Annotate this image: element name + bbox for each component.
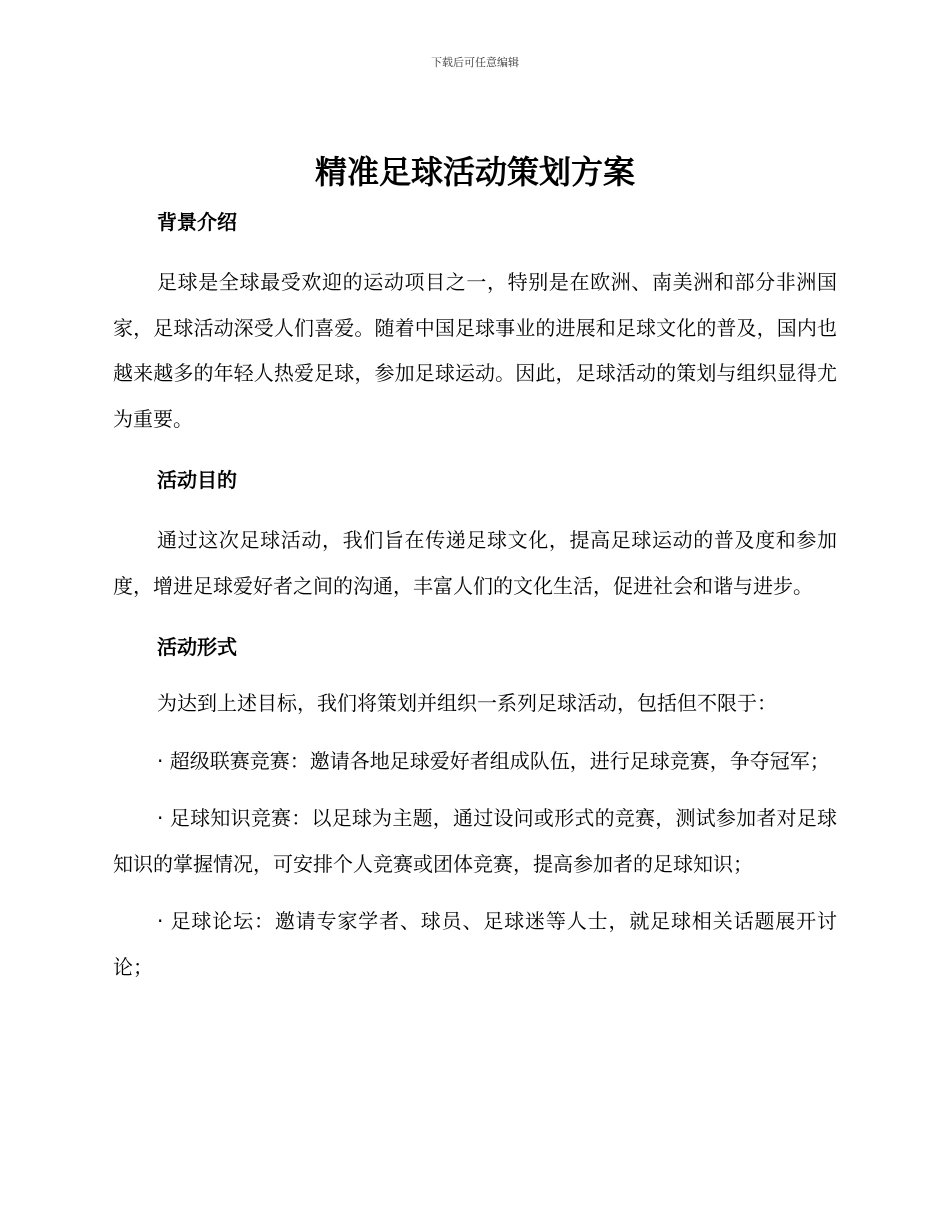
document-title: 精准足球活动策划方案 xyxy=(314,153,635,191)
section-heading-background: 背景介绍 xyxy=(157,210,237,234)
list-item-forum: · 足球论坛：邀请专家学者、球员、足球迷等人士，就足球相关话题展开讨论； xyxy=(113,909,837,979)
document-body xyxy=(113,200,837,990)
list-item-league: · 超级联赛竞赛：邀请各地足球爱好者组成队伍，进行足球竞赛，争夺冠军； xyxy=(157,748,830,773)
purpose-paragraph: 通过这次足球活动，我们旨在传递足球文化，提高足球运动的普及度和参加度，增进足球爱好者之间的沟通，丰富人们的文化生活，促进社会和谐与进步。 xyxy=(113,528,837,598)
header-note: 下载后可任意编辑 xyxy=(431,56,519,69)
section-heading-format: 活动形式 xyxy=(157,635,237,659)
list-item-quiz: · 足球知识竞赛：以足球为主题，通过设问或形式的竞赛，测试参加者对足球知识的掌握情况，可安排个人竞赛或团体竞赛，提高参加者的足球知识； xyxy=(113,806,837,876)
section-heading-purpose: 活动目的 xyxy=(157,468,237,492)
background-paragraph: 足球是全球最受欢迎的运动项目之一，特别是在欧洲、南美洲和部分非洲国家，足球活动深受人们喜爱。随着中国足球事业的进展和足球文化的普及，国内也越来越多的年轻人热爱足球，参加足球运动。因此，足球活动的策划与组织显得尤为重要。 xyxy=(113,270,837,431)
format-intro-paragraph: 为达到上述目标，我们将策划并组织一系列足球活动，包括但不限于： xyxy=(157,691,777,715)
